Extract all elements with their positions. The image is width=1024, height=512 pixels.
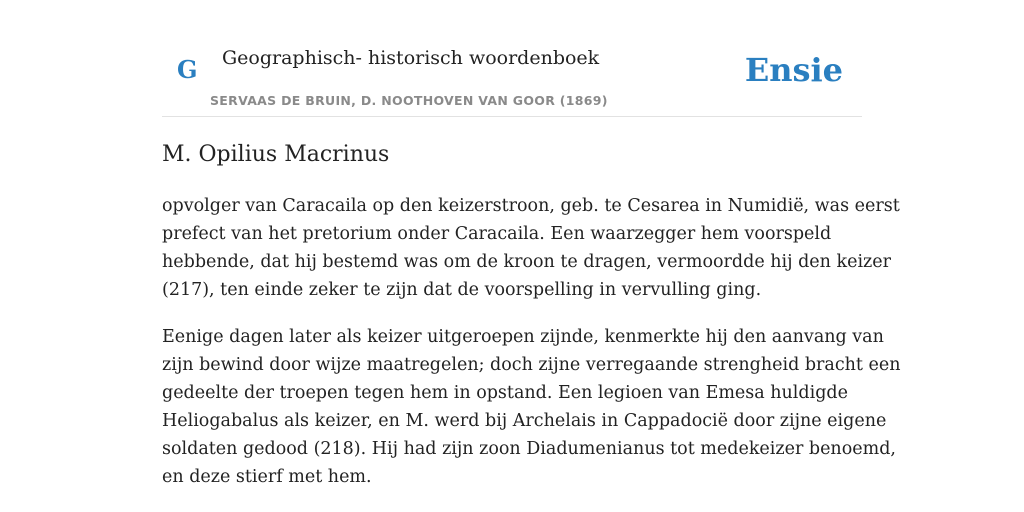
- paragraph-line: gedeelte der troepen tegen hem in opstand. Een legioen van Emesa huldigde: [162, 383, 848, 403]
- paragraph-line: (217), ten einde zeker te zijn dat de voorspelling in vervulling ging.: [162, 280, 762, 300]
- entry-paragraph: [162, 192, 900, 304]
- entry-body: [162, 192, 901, 510]
- paragraph-line: opvolger van Caracaila op den keizerstroon, geb. te Cesarea in Numidië, was eerst: [162, 196, 900, 216]
- paragraph-line: hebbende, dat hij bestemd was om de kroon te dragen, vermoordde hij den keizer: [162, 252, 891, 272]
- paragraph-line: soldaten gedood (218). Hij had zijn zoon Diadumenianus tot medekeizer benoemd,: [162, 439, 896, 459]
- ensie-logo-link[interactable]: Ensie: [744, 51, 843, 89]
- paragraph-line: en deze stierf met hem.: [162, 467, 372, 487]
- paragraph-line: Heliogabalus als keizer, en M. werd bij Archelais in Cappadocië door zijne eigene: [162, 411, 887, 431]
- paragraph-line: zijn bewind door wijze maatregelen; doch zijne verregaande strengheid bracht een: [162, 355, 901, 375]
- entry-title: M. Opilius Macrinus: [162, 142, 390, 167]
- book-letter-icon[interactable]: G: [177, 55, 198, 84]
- entry-paragraph: [162, 323, 901, 491]
- paragraph-line: prefect van het pretorium onder Caracaila. Een waarzegger hem voorspeld: [162, 224, 832, 244]
- paragraph-line: Eenige dagen later als keizer uitgeroepen zijnde, kenmerkte hij den aanvang van: [162, 327, 884, 347]
- page: [162, 0, 901, 512]
- book-title-link[interactable]: Geographisch- historisch woordenboek: [222, 47, 600, 69]
- book-author: SERVAAS DE BRUIN, D. NOOTHOVEN VAN GOOR (1869): [210, 93, 608, 108]
- book-header: [162, 0, 862, 117]
